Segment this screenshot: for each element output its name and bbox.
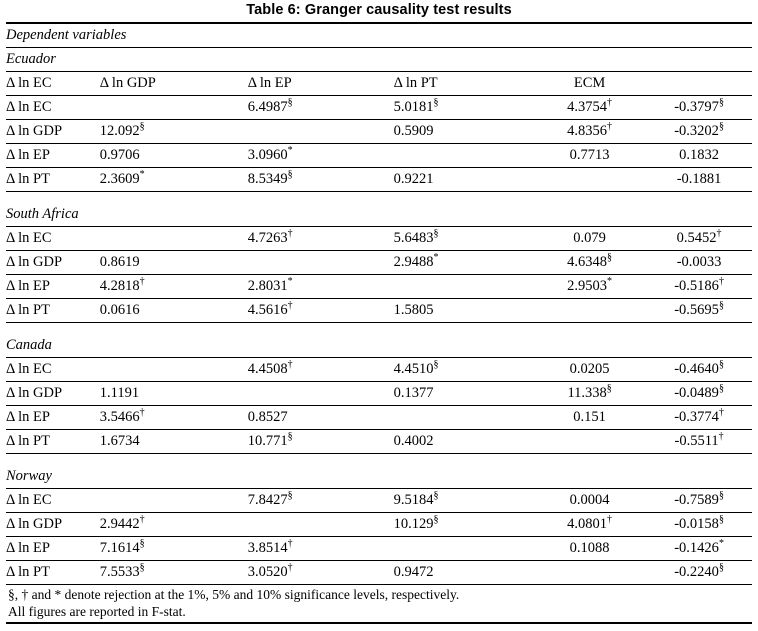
group-spacer bbox=[6, 192, 752, 204]
cell-ep bbox=[248, 144, 394, 168]
cell-ep bbox=[248, 251, 394, 275]
cell-pt bbox=[394, 382, 533, 406]
group-header-row bbox=[6, 48, 752, 72]
sig-marker: * bbox=[607, 276, 613, 288]
sig-marker: † bbox=[287, 562, 293, 574]
cell-pt bbox=[394, 96, 533, 120]
group-spacer bbox=[6, 323, 752, 335]
cell-ecm bbox=[533, 168, 646, 192]
cell-ecm bbox=[533, 251, 646, 275]
cell-ecm bbox=[533, 382, 646, 406]
cell-value: 4.4508 bbox=[247, 361, 288, 377]
cell-ecm bbox=[533, 489, 646, 513]
row-label: Δ ln PT bbox=[6, 430, 100, 454]
cell-value: -0.1881 bbox=[676, 171, 722, 187]
cell-ecm bbox=[533, 96, 646, 120]
row-label: Δ ln GDP bbox=[6, 513, 100, 537]
cell-pt bbox=[394, 430, 533, 454]
cell-ep bbox=[248, 227, 394, 251]
cell-value: 4.3754 bbox=[567, 99, 608, 115]
sig-marker: * bbox=[287, 145, 293, 157]
cell-gdp bbox=[100, 382, 248, 406]
column-header-last bbox=[646, 72, 752, 96]
cell-last bbox=[646, 144, 752, 168]
cell-value: 1.6734 bbox=[99, 433, 140, 449]
sig-marker: * bbox=[287, 276, 293, 288]
cell-value: 7.5533 bbox=[99, 564, 140, 580]
cell-ecm bbox=[533, 358, 646, 382]
cell-value: 0.4002 bbox=[393, 433, 434, 449]
row-label: Δ ln EC bbox=[6, 489, 100, 513]
cell-gdp bbox=[100, 275, 248, 299]
cell-value: 0.8527 bbox=[247, 409, 288, 425]
cell-last bbox=[646, 120, 752, 144]
row-label: Δ ln PT bbox=[6, 168, 100, 192]
cell-value: -0.5186 bbox=[674, 278, 719, 294]
cell-pt bbox=[394, 299, 533, 323]
group-header-row bbox=[6, 465, 752, 489]
sig-marker: § bbox=[433, 514, 439, 526]
sig-marker: * bbox=[433, 252, 439, 264]
cell-ecm bbox=[533, 537, 646, 561]
row-label: Δ ln GDP bbox=[6, 251, 100, 275]
table-row bbox=[6, 227, 752, 251]
sig-marker: † bbox=[287, 300, 293, 312]
cell-value: 0.151 bbox=[573, 409, 606, 425]
cell-last bbox=[646, 430, 752, 454]
sig-marker: † bbox=[607, 121, 613, 133]
sig-marker: § bbox=[139, 538, 145, 550]
row-label: Δ ln GDP bbox=[6, 120, 100, 144]
cell-value: 0.1088 bbox=[569, 540, 610, 556]
cell-value: -0.3774 bbox=[674, 409, 719, 425]
cell-value: 4.8356 bbox=[567, 123, 608, 139]
cell-gdp bbox=[100, 120, 248, 144]
cell-pt bbox=[394, 168, 533, 192]
table-row bbox=[6, 168, 752, 192]
sig-marker: † bbox=[716, 228, 722, 240]
cell-value: 7.8427 bbox=[247, 492, 288, 508]
cell-last bbox=[646, 537, 752, 561]
sig-marker: § bbox=[433, 228, 439, 240]
cell-gdp bbox=[100, 358, 248, 382]
table-row bbox=[6, 299, 752, 323]
cell-value: 3.0960 bbox=[247, 147, 288, 163]
table-row bbox=[6, 144, 752, 168]
cell-pt bbox=[394, 144, 533, 168]
row-label: Δ ln GDP bbox=[6, 382, 100, 406]
cell-value: -0.3202 bbox=[674, 123, 719, 139]
cell-value: 8.5349 bbox=[247, 171, 288, 187]
cell-ep bbox=[248, 358, 394, 382]
table-row bbox=[6, 537, 752, 561]
row-label: Δ ln EP bbox=[6, 537, 100, 561]
cell-value: -0.7589 bbox=[674, 492, 719, 508]
column-header-pt: Δ ln PT bbox=[394, 72, 533, 96]
cell-last bbox=[646, 513, 752, 537]
cell-value: 3.8514 bbox=[247, 540, 288, 556]
cell-gdp bbox=[100, 227, 248, 251]
sig-marker: § bbox=[287, 431, 293, 443]
cell-pt bbox=[394, 537, 533, 561]
cell-last bbox=[646, 489, 752, 513]
column-header-gdp: Δ ln GDP bbox=[100, 72, 248, 96]
cell-value: 3.5466 bbox=[99, 409, 140, 425]
sig-marker: * bbox=[718, 538, 724, 550]
cell-ep bbox=[248, 96, 394, 120]
sig-marker: † bbox=[607, 514, 613, 526]
cell-pt bbox=[394, 513, 533, 537]
cell-value: 5.6483 bbox=[393, 230, 434, 246]
sig-marker: § bbox=[287, 97, 293, 109]
cell-value: 2.3609 bbox=[99, 171, 140, 187]
cell-value: -0.0158 bbox=[674, 516, 719, 532]
cell-gdp bbox=[100, 406, 248, 430]
cell-ep bbox=[248, 120, 394, 144]
table-row bbox=[6, 430, 752, 454]
sig-marker: § bbox=[607, 252, 613, 264]
cell-value: 0.9472 bbox=[393, 564, 434, 580]
cell-value: 12.092 bbox=[99, 123, 140, 139]
cell-value: 4.5616 bbox=[247, 302, 288, 318]
sig-marker: § bbox=[433, 97, 439, 109]
cell-pt bbox=[394, 227, 533, 251]
group-name-ecuador: Ecuador bbox=[6, 48, 752, 72]
column-header-ep: Δ ln EP bbox=[248, 72, 394, 96]
cell-value: 1.5805 bbox=[393, 302, 434, 318]
cell-ep bbox=[248, 561, 394, 585]
sig-marker: § bbox=[718, 562, 724, 574]
cell-last bbox=[646, 96, 752, 120]
group-spacer bbox=[6, 454, 752, 466]
group-name-canada: Canada bbox=[6, 337, 52, 353]
cell-value: 0.0004 bbox=[569, 492, 610, 508]
granger-causality-table bbox=[6, 22, 752, 586]
table-notes bbox=[6, 586, 752, 620]
cell-value: 0.7713 bbox=[569, 147, 610, 163]
table-row bbox=[6, 513, 752, 537]
dependent-variables-label: Dependent variables bbox=[6, 23, 752, 48]
cell-value: 10.129 bbox=[393, 516, 434, 532]
cell-ep bbox=[248, 513, 394, 537]
cell-value: 7.1614 bbox=[99, 540, 140, 556]
cell-gdp bbox=[100, 537, 248, 561]
cell-value: 0.9706 bbox=[99, 147, 140, 163]
cell-value: 9.5184 bbox=[393, 492, 434, 508]
sig-marker: § bbox=[718, 514, 724, 526]
cell-ep bbox=[248, 406, 394, 430]
sig-marker: * bbox=[139, 169, 145, 181]
cell-ecm bbox=[533, 275, 646, 299]
row-label: Δ ln EP bbox=[6, 275, 100, 299]
row-label: Δ ln PT bbox=[6, 299, 100, 323]
table-row bbox=[6, 120, 752, 144]
note-significance: §, † and * denote rejection at the 1%, 5% and 10% significance levels, respectively. bbox=[8, 587, 460, 602]
cell-value: -0.3797 bbox=[674, 99, 719, 115]
row-label: Δ ln EP bbox=[6, 406, 100, 430]
cell-value: 2.9503 bbox=[567, 278, 608, 294]
sig-marker: † bbox=[287, 538, 293, 550]
cell-value: -0.5695 bbox=[674, 302, 719, 318]
row-label: Δ ln EP bbox=[6, 144, 100, 168]
sig-marker: § bbox=[718, 300, 724, 312]
sig-marker: † bbox=[718, 407, 724, 419]
sig-marker: † bbox=[139, 407, 145, 419]
cell-last bbox=[646, 561, 752, 585]
sig-marker: § bbox=[287, 490, 293, 502]
row-label: Δ ln EC bbox=[6, 96, 100, 120]
sig-marker: § bbox=[718, 359, 724, 371]
dependent-variables-header-row bbox=[6, 23, 752, 48]
cell-ecm bbox=[533, 430, 646, 454]
cell-value: 0.1832 bbox=[679, 147, 720, 163]
cell-last bbox=[646, 358, 752, 382]
cell-value: 2.9442 bbox=[99, 516, 140, 532]
cell-pt bbox=[394, 275, 533, 299]
cell-ep bbox=[248, 489, 394, 513]
cell-gdp bbox=[100, 96, 248, 120]
cell-value: 0.5452 bbox=[676, 230, 717, 246]
cell-gdp bbox=[100, 299, 248, 323]
cell-pt bbox=[394, 561, 533, 585]
note-fstat: All figures are reported in F-stat. bbox=[8, 604, 186, 619]
cell-gdp bbox=[100, 144, 248, 168]
cell-last bbox=[646, 382, 752, 406]
cell-value: -0.0489 bbox=[674, 385, 719, 401]
row-label: Δ ln EC bbox=[6, 358, 100, 382]
sig-marker: † bbox=[287, 228, 293, 240]
table-row bbox=[6, 489, 752, 513]
group-header-row bbox=[6, 203, 752, 227]
cell-value: 6.4987 bbox=[247, 99, 288, 115]
group-name-norway: Norway bbox=[6, 468, 52, 484]
cell-last bbox=[646, 168, 752, 192]
sig-marker: § bbox=[287, 169, 293, 181]
cell-value: 10.771 bbox=[247, 433, 288, 449]
cell-value: 0.5909 bbox=[393, 123, 434, 139]
column-header-row bbox=[6, 72, 752, 96]
cell-ep bbox=[248, 537, 394, 561]
cell-last bbox=[646, 406, 752, 430]
sig-marker: § bbox=[718, 490, 724, 502]
cell-value: -0.0033 bbox=[676, 254, 722, 270]
cell-value: 4.2818 bbox=[99, 278, 140, 294]
cell-value: 0.079 bbox=[573, 230, 606, 246]
sig-marker: † bbox=[718, 276, 724, 288]
cell-value: 3.0520 bbox=[247, 564, 288, 580]
cell-pt bbox=[394, 489, 533, 513]
cell-value: 11.338 bbox=[567, 385, 607, 401]
cell-value: 1.1191 bbox=[99, 385, 140, 401]
cell-value: 5.0181 bbox=[393, 99, 434, 115]
table-row bbox=[6, 275, 752, 299]
cell-value: 4.7263 bbox=[247, 230, 288, 246]
cell-value: 2.9488 bbox=[393, 254, 434, 270]
cell-value: -0.1426 bbox=[674, 540, 719, 556]
sig-marker: § bbox=[718, 97, 724, 109]
cell-gdp bbox=[100, 513, 248, 537]
table-row bbox=[6, 406, 752, 430]
sig-marker: § bbox=[139, 562, 145, 574]
cell-value: 0.0205 bbox=[569, 361, 610, 377]
cell-gdp bbox=[100, 168, 248, 192]
sig-marker: § bbox=[718, 383, 724, 395]
cell-ep bbox=[248, 299, 394, 323]
cell-ecm bbox=[533, 299, 646, 323]
sig-marker: † bbox=[287, 359, 293, 371]
cell-last bbox=[646, 275, 752, 299]
cell-value: 4.0801 bbox=[567, 516, 608, 532]
column-header-ecm: ECM bbox=[533, 72, 646, 96]
table-title: Table 6: Granger causality test results bbox=[246, 2, 512, 18]
cell-last bbox=[646, 227, 752, 251]
row-label: Δ ln EC bbox=[6, 227, 100, 251]
cell-gdp bbox=[100, 430, 248, 454]
sig-marker: § bbox=[606, 383, 612, 395]
cell-pt bbox=[394, 120, 533, 144]
cell-ep bbox=[248, 168, 394, 192]
cell-pt bbox=[394, 358, 533, 382]
cell-ep bbox=[248, 275, 394, 299]
cell-pt bbox=[394, 251, 533, 275]
cell-ecm bbox=[533, 513, 646, 537]
sig-marker: § bbox=[433, 359, 439, 371]
cell-value: -0.5511 bbox=[674, 433, 719, 449]
cell-ep bbox=[248, 430, 394, 454]
bottom-rule bbox=[6, 622, 752, 624]
table-row bbox=[6, 561, 752, 585]
cell-value: -0.2240 bbox=[674, 564, 719, 580]
sig-marker: † bbox=[718, 431, 724, 443]
cell-last bbox=[646, 299, 752, 323]
cell-value: 0.0616 bbox=[99, 302, 140, 318]
table-row bbox=[6, 382, 752, 406]
cell-value: -0.4640 bbox=[674, 361, 719, 377]
cell-ecm bbox=[533, 406, 646, 430]
sig-marker: † bbox=[139, 514, 145, 526]
column-header-ec: Δ ln EC bbox=[6, 72, 100, 96]
sig-marker: † bbox=[607, 97, 613, 109]
cell-ecm bbox=[533, 561, 646, 585]
sig-marker: § bbox=[433, 490, 439, 502]
cell-pt bbox=[394, 406, 533, 430]
cell-ecm bbox=[533, 120, 646, 144]
cell-last bbox=[646, 251, 752, 275]
cell-value: 4.6348 bbox=[567, 254, 608, 270]
cell-value: 4.4510 bbox=[393, 361, 434, 377]
sig-marker: § bbox=[718, 121, 724, 133]
cell-gdp bbox=[100, 561, 248, 585]
cell-gdp bbox=[100, 251, 248, 275]
sig-marker: § bbox=[139, 121, 145, 133]
group-name-south-africa: South Africa bbox=[6, 206, 79, 222]
cell-ecm bbox=[533, 227, 646, 251]
row-label: Δ ln PT bbox=[6, 561, 100, 585]
cell-gdp bbox=[100, 489, 248, 513]
cell-value: 0.8619 bbox=[99, 254, 140, 270]
table-row bbox=[6, 251, 752, 275]
sig-marker: † bbox=[139, 276, 145, 288]
group-header-row bbox=[6, 334, 752, 358]
cell-value: 0.9221 bbox=[393, 171, 434, 187]
cell-value: 2.8031 bbox=[247, 278, 288, 294]
cell-value: 0.1377 bbox=[393, 385, 434, 401]
table-row bbox=[6, 96, 752, 120]
cell-ecm bbox=[533, 144, 646, 168]
cell-ep bbox=[248, 382, 394, 406]
table-row bbox=[6, 358, 752, 382]
